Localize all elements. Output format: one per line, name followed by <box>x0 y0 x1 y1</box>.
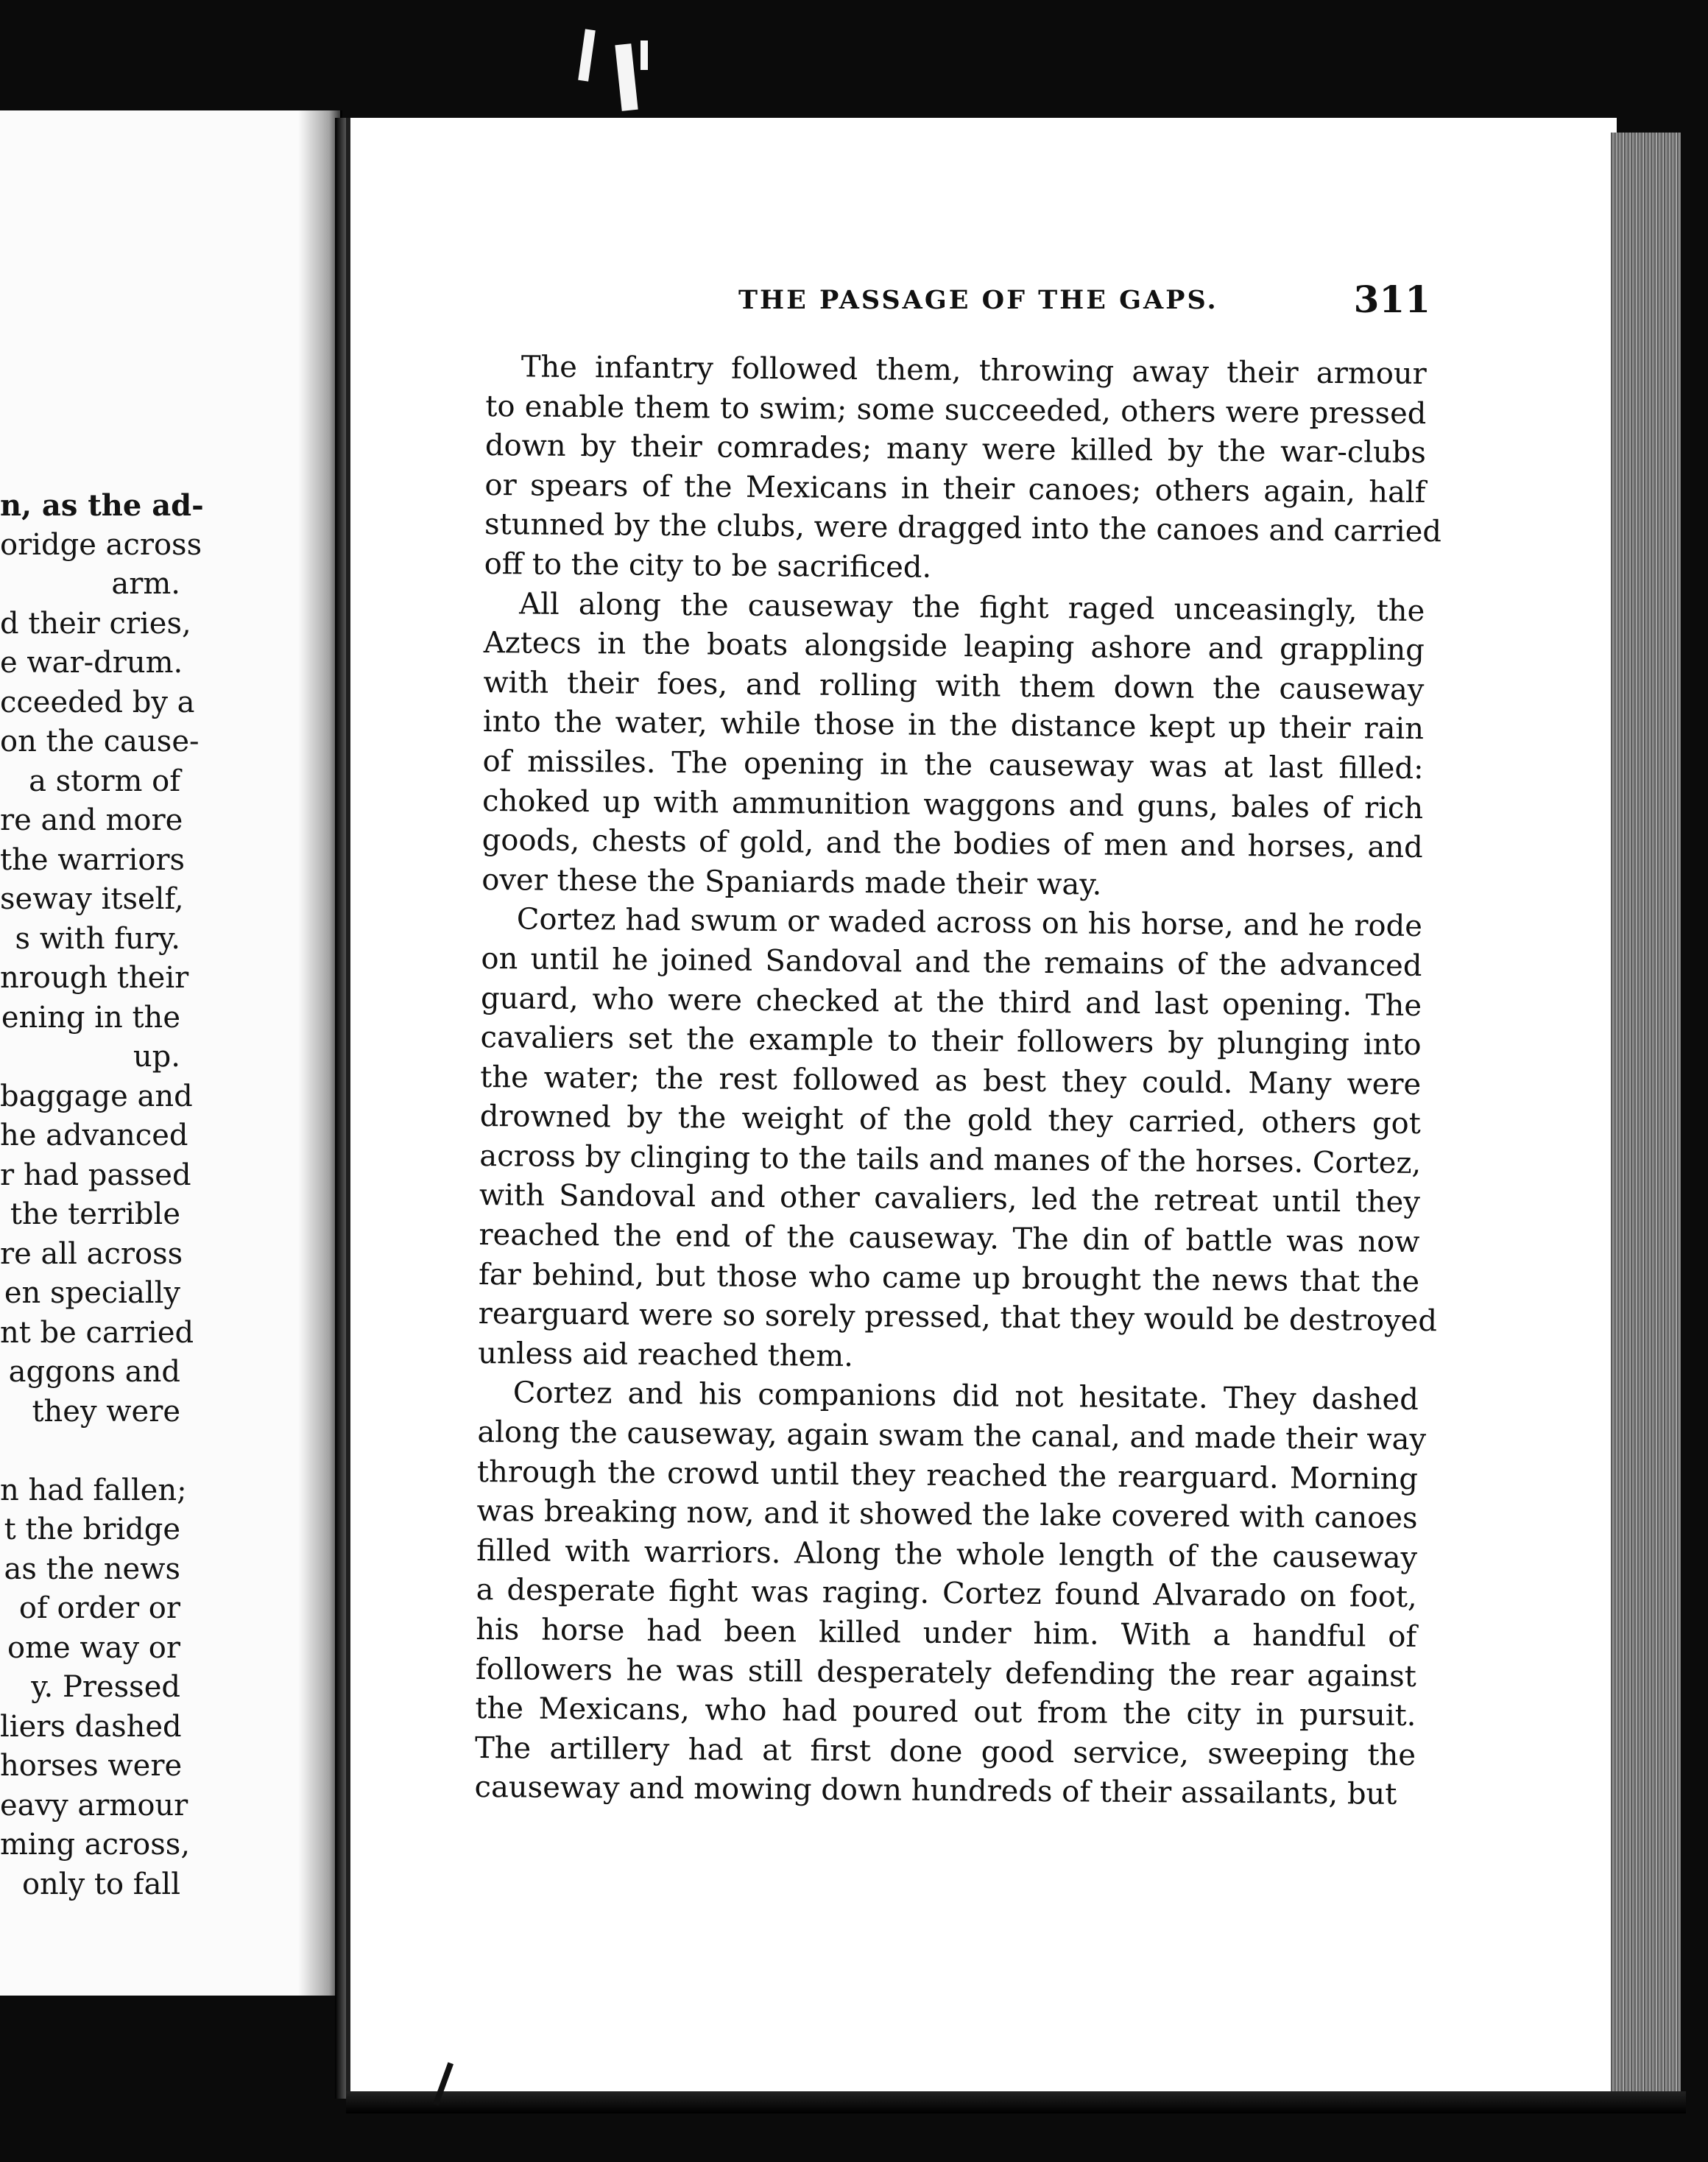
text-line: off to the city to be sacrificed. <box>484 546 932 585</box>
text-line: Aztecs in the boats alongside leaping ashore and grappling <box>483 626 1425 668</box>
text-line: the Mexicans, who had poured out from the city in pursuit. <box>475 1691 1416 1733</box>
running-head-title: THE PASSAGE OF THE GAPS. <box>738 285 1218 315</box>
page-bottom-shadow <box>346 2091 1686 2113</box>
page-edges <box>1611 133 1681 2091</box>
text-line: drowned by the weight of the gold they carried, others got <box>479 1099 1421 1141</box>
facing-page-line: nrough their <box>0 961 189 995</box>
text-line: followers he was still desperately defending the rear against <box>475 1652 1417 1694</box>
body-text <box>474 348 1442 1815</box>
text-line: the water; the rest followed as best they could. Many were <box>480 1060 1422 1102</box>
facing-page-line: up. <box>133 1040 180 1074</box>
text-line: Cortez and his companions did not hesitate. They dashed <box>512 1376 1419 1418</box>
facing-page-line: ome way or <box>7 1630 180 1665</box>
text-line: stunned by the clubs, were dragged into the canoes and carried <box>484 507 1442 549</box>
facing-page-line: eavy armour <box>0 1788 188 1823</box>
text-line: into the water, while those in the distance kept up their rain <box>482 705 1425 747</box>
facing-page-line: ming across, <box>0 1828 191 1862</box>
text-line: his horse had been killed under him. With a handful of <box>476 1612 1417 1654</box>
text-line: The infantry followed them, throwing away their armour <box>520 350 1427 392</box>
facing-page-line <box>0 1432 180 1471</box>
facing-page-line: only to fall <box>21 1867 180 1901</box>
text-line: choked up with ammunition waggons and guns, bales of rich <box>481 784 1424 825</box>
text-line: Cortez had swum or waded across on his horse, and he rode <box>516 902 1423 944</box>
paragraph <box>478 900 1438 1381</box>
text-line: along the causeway, again swam the canal, and made their way <box>477 1415 1427 1457</box>
facing-page-line: aggons and <box>8 1355 180 1389</box>
facing-page-line: horses were <box>0 1749 183 1783</box>
facing-page-line: the warriors <box>0 842 186 877</box>
facing-page-line: ening in the <box>1 1000 180 1035</box>
text-line: a desperate fight was raging. Cortez found Alvarado on foot, <box>476 1573 1417 1615</box>
facing-page-line: arm. <box>111 567 180 601</box>
facing-page-line: he advanced <box>0 1119 188 1152</box>
facing-page-line: n had fallen; <box>0 1473 187 1507</box>
text-line: or spears of the Mexicans in their canoes; others again, half <box>484 468 1426 510</box>
facing-page-line: e war-drum. <box>0 646 183 680</box>
facing-page-line: on the cause- <box>0 725 200 758</box>
facing-page-line: r had passed <box>0 1158 191 1192</box>
facing-page-line: s with fury. <box>15 921 180 956</box>
paragraph <box>474 1373 1427 1815</box>
facing-page-line: baggage and <box>0 1079 193 1113</box>
facing-page-line: d their cries, <box>0 606 191 641</box>
text-line: goods, chests of gold, and the bodies of men and horses, and <box>481 823 1423 865</box>
text-line: on until he joined Sandoval and the remains of the advanced <box>481 941 1422 983</box>
scan-artifact <box>578 29 596 81</box>
facing-page-line: cceeded by a <box>0 685 195 719</box>
text-line: across by clinging to the tails and manes of the horses. Cortez, <box>479 1138 1422 1180</box>
facing-page-line: y. Pressed <box>31 1670 180 1704</box>
facing-page-line: they were <box>32 1394 180 1429</box>
text-line: filled with warriors. Along the whole length of the causeway <box>476 1533 1418 1575</box>
text-line: to enable them to swim; some succeeded, others were pressed <box>485 389 1427 431</box>
facing-page-line: seway itself, <box>0 882 184 916</box>
facing-page-line: the terrible <box>10 1197 180 1231</box>
facing-page-line: of order or <box>18 1591 180 1625</box>
text-line: All along the causeway the fight raged unceasingly, the <box>519 586 1425 628</box>
text-line: with Sandoval and other cavaliers, led the retreat until they <box>479 1178 1421 1220</box>
page-number: 311 <box>1353 278 1430 321</box>
facing-page-line: as the news <box>4 1552 180 1586</box>
facing-page-line: en specially <box>4 1276 180 1310</box>
text-line: through the crowd until they reached the rearguard. Morning <box>476 1454 1419 1496</box>
text-line: rearguard were so sorely pressed, that they would be destroyed <box>478 1297 1438 1339</box>
text-line: down by their comrades; many were killed by the war-clubs <box>484 429 1427 471</box>
facing-page-line: nt be carried <box>0 1315 194 1350</box>
text-line: guard, who were checked at the third and last opening. The <box>480 981 1422 1023</box>
facing-page-text <box>0 243 204 1901</box>
paragraph <box>481 585 1425 908</box>
running-head <box>738 278 1430 328</box>
facing-page-line: re and more <box>0 803 183 837</box>
text-line: far behind, but those who came up brought the news that the <box>478 1257 1420 1299</box>
facing-page-line: n, as the ad- <box>0 488 204 523</box>
text-line: over these the Spaniards made their way. <box>481 862 1102 902</box>
text-line: The artillery had at first done good service, sweeping the <box>474 1730 1416 1772</box>
facing-page-line: re all across <box>0 1236 183 1271</box>
facing-page-line: oridge across <box>0 527 202 562</box>
text-line: unless aid reached them. <box>478 1336 854 1373</box>
scan-artifact <box>640 41 648 70</box>
text-line: causeway and mowing down hundreds of their assailants, but <box>474 1770 1397 1812</box>
facing-page-line: liers dashed <box>0 1709 182 1744</box>
text-line: cavaliers set the example to their followers by plunging into <box>480 1021 1422 1063</box>
text-line: was breaking now, and it showed the lake covered with canoes <box>476 1494 1418 1536</box>
text-line: reached the end of the causeway. The din of battle was now <box>479 1218 1420 1260</box>
facing-page-line: a storm of <box>29 764 180 798</box>
facing-page-line: t the bridge <box>4 1513 180 1546</box>
text-line: with their foes, and rolling with them down the causeway <box>483 665 1425 707</box>
paragraph <box>484 348 1442 592</box>
facing-page-lines <box>0 486 204 1904</box>
text-line: of missiles. The opening in the causeway was at last filled: <box>482 744 1424 786</box>
scan-artifact <box>615 43 638 111</box>
